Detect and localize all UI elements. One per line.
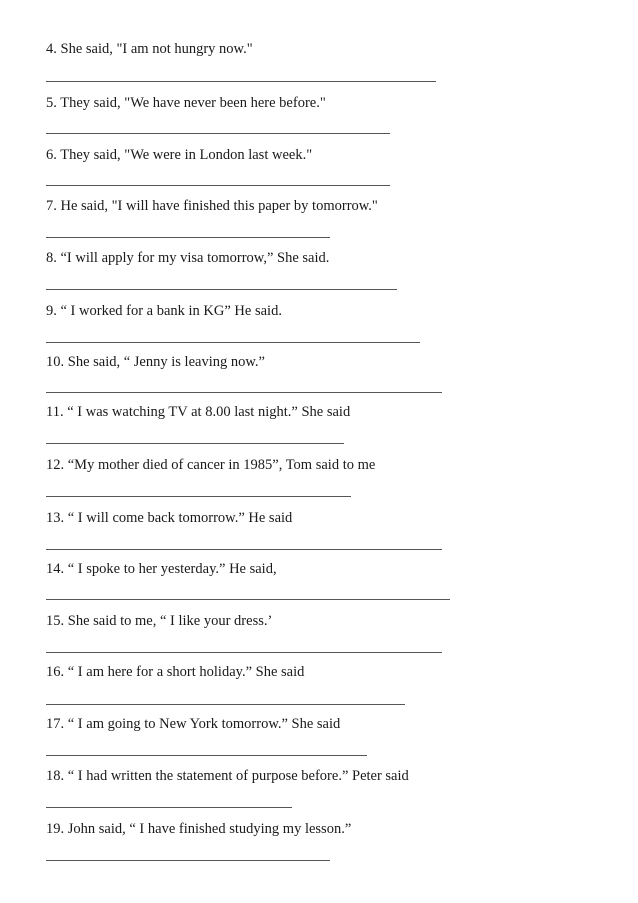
- answer-line-13[interactable]: [46, 549, 442, 550]
- question-19: [46, 820, 351, 838]
- question-number: 18.: [46, 768, 65, 784]
- question-prompt: “ I had written the statement of purpose before.” Peter said: [67, 768, 409, 784]
- question-18: [46, 767, 409, 785]
- question-number: 11.: [46, 404, 64, 420]
- question-number: 16.: [46, 664, 65, 680]
- question-7: [46, 197, 378, 215]
- question-number: 15.: [46, 613, 65, 629]
- question-prompt: “ I am here for a short holiday.” She said: [67, 664, 305, 680]
- question-prompt: “ I will come back tomorrow.” He said: [67, 510, 293, 526]
- question-prompt: She said to me, “ I like your dress.’: [67, 613, 273, 629]
- question-number: 12.: [46, 457, 65, 473]
- question-9: [46, 302, 282, 320]
- question-11: [46, 403, 350, 421]
- answer-line-19[interactable]: [46, 860, 330, 861]
- answer-line-10[interactable]: [46, 392, 442, 393]
- question-number: 13.: [46, 510, 65, 526]
- question-16: [46, 663, 304, 681]
- question-number: 8.: [46, 250, 57, 266]
- question-prompt: John said, “ I have finished studying my lesson.”: [67, 821, 352, 837]
- question-prompt: “ I am going to New York tomorrow.” She said: [67, 716, 341, 732]
- question-prompt: “I will apply for my visa tomorrow,” She said.: [60, 250, 330, 266]
- answer-line-17[interactable]: [46, 755, 367, 756]
- question-prompt: She said, “ Jenny is leaving now.”: [67, 354, 265, 370]
- answer-line-12[interactable]: [46, 496, 351, 497]
- question-prompt: He said, "I will have finished this paper by tomorrow.": [60, 198, 378, 214]
- question-4: [46, 40, 253, 58]
- answer-line-11[interactable]: [46, 443, 344, 444]
- question-number: 10.: [46, 354, 65, 370]
- question-prompt: “My mother died of cancer in 1985”, Tom said to me: [67, 457, 376, 473]
- answer-line-5[interactable]: [46, 133, 390, 134]
- answer-line-8[interactable]: [46, 289, 397, 290]
- question-prompt: They said, "We have never been here before.": [60, 95, 326, 111]
- question-12: [46, 456, 375, 474]
- answer-line-4[interactable]: [46, 81, 436, 82]
- question-number: 19.: [46, 821, 65, 837]
- question-prompt: They said, "We were in London last week.": [60, 147, 313, 163]
- question-prompt: She said, "I am not hungry now.": [60, 41, 253, 57]
- answer-line-6[interactable]: [46, 185, 390, 186]
- question-prompt: “ I was watching TV at 8.00 last night.” She said: [67, 404, 351, 420]
- question-15: [46, 612, 272, 630]
- answer-line-16[interactable]: [46, 704, 405, 705]
- question-13: [46, 509, 292, 527]
- question-10: [46, 353, 265, 371]
- question-number: 14.: [46, 561, 65, 577]
- question-17: [46, 715, 340, 733]
- question-5: [46, 94, 326, 112]
- answer-line-7[interactable]: [46, 237, 330, 238]
- question-number: 5.: [46, 95, 57, 111]
- answer-line-18[interactable]: [46, 807, 292, 808]
- question-14: [46, 560, 277, 578]
- question-prompt: “ I spoke to her yesterday.” He said,: [67, 561, 277, 577]
- question-number: 7.: [46, 198, 57, 214]
- answer-line-14[interactable]: [46, 599, 450, 600]
- question-prompt: “ I worked for a bank in KG” He said.: [60, 303, 282, 319]
- answer-line-15[interactable]: [46, 652, 442, 653]
- question-number: 9.: [46, 303, 57, 319]
- question-number: 4.: [46, 41, 57, 57]
- question-8: [46, 249, 329, 267]
- question-number: 17.: [46, 716, 65, 732]
- answer-line-9[interactable]: [46, 342, 420, 343]
- question-number: 6.: [46, 147, 57, 163]
- question-6: [46, 146, 312, 164]
